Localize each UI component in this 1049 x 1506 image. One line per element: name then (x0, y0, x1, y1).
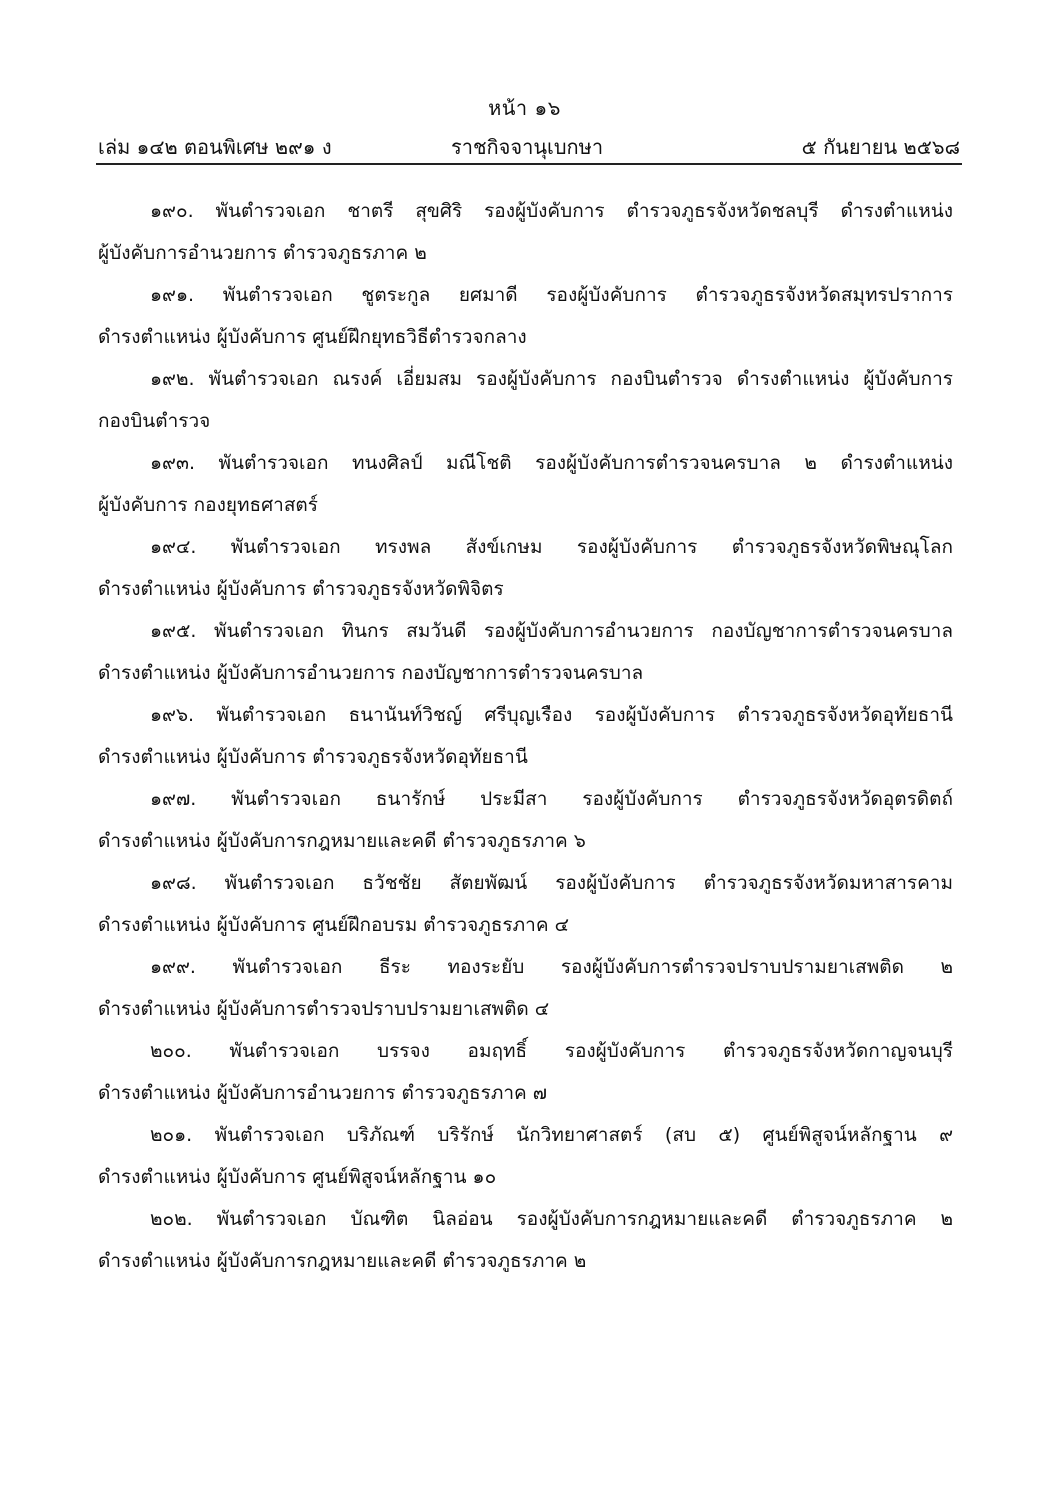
entry-first-line: ๑๙๓. พันตำรวจเอก ทนงศิลป์ มณีโชติ รองผู้บังคับการตำรวจนครบาล ๒ ดำรงตำแหน่ง (150, 452, 953, 474)
volume-issue: เล่ม ๑๔๒ ตอนพิเศษ ๒๙๑ ง (98, 135, 332, 159)
list-item (98, 442, 953, 526)
publication-date: ๕ กันยายน ๒๕๖๘ (801, 135, 960, 159)
entry-first-line: ๑๙๘. พันตำรวจเอก ธวัชชัย สัตยพัฒน์ รองผู้บังคับการ ตำรวจภูธรจังหวัดมหาสารคาม (150, 872, 953, 894)
list-item (98, 946, 953, 1030)
entry-continuation-line: ดำรงตำแหน่ง ผู้บังคับการกฎหมายและคดี ตำรวจภูธรภาค ๖ (98, 830, 586, 852)
entry-first-line: ๑๙๔. พันตำรวจเอก ทรงพล สังข์เกษม รองผู้บังคับการ ตำรวจภูธรจังหวัดพิษณุโลก (150, 536, 953, 558)
entry-first-line: ๒๐๑. พันตำรวจเอก บริภัณฑ์ บริรักษ์ นักวิทยาศาสตร์ (สบ ๕) ศูนย์พิสูจน์หลักฐาน ๙ (150, 1124, 953, 1146)
entry-continuation-line: ดำรงตำแหน่ง ผู้บังคับการอำนวยการ ตำรวจภูธรภาค ๗ (98, 1082, 548, 1104)
entry-first-line: ๑๙๐. พันตำรวจเอก ชาตรี สุขศิริ รองผู้บังคับการ ตำรวจภูธรจังหวัดชลบุรี ดำรงตำแหน่ง (150, 200, 953, 222)
entry-continuation-line: ดำรงตำแหน่ง ผู้บังคับการตำรวจปราบปรามยาเสพติด ๔ (98, 998, 550, 1020)
list-item (98, 1114, 953, 1198)
entry-first-line: ๑๙๒. พันตำรวจเอก ณรงค์ เอี่ยมสม รองผู้บังคับการ กองบินตำรวจ ดำรงตำแหน่ง ผู้บังคับการ (150, 368, 953, 390)
entry-first-line: ๑๙๖. พันตำรวจเอก ธนานันท์วิชญ์ ศรีบุญเรือง รองผู้บังคับการ ตำรวจภูธรจังหวัดอุทัยธานี (150, 704, 953, 726)
list-item (98, 862, 953, 946)
entry-first-line: ๑๙๗. พันตำรวจเอก ธนารักษ์ ประมีสา รองผู้บังคับการ ตำรวจภูธรจังหวัดอุตรดิตถ์ (150, 788, 953, 810)
entry-continuation-line: ดำรงตำแหน่ง ผู้บังคับการ ศูนย์ฝึกยุทธวิธีตำรวจกลาง (98, 326, 527, 348)
list-item (98, 1198, 953, 1282)
list-item (98, 274, 953, 358)
list-item (98, 610, 953, 694)
list-item (98, 694, 953, 778)
entry-continuation-line: ผู้บังคับการ กองยุทธศาสตร์ (98, 494, 318, 516)
entry-continuation-line: ดำรงตำแหน่ง ผู้บังคับการ ศูนย์ฝึกอบรม ตำรวจภูธรภาค ๔ (98, 914, 569, 936)
entry-continuation-line: กองบินตำรวจ (98, 410, 211, 432)
entry-first-line: ๑๙๙. พันตำรวจเอก ธีระ ทองระยับ รองผู้บังคับการตำรวจปราบปรามยาเสพติด ๒ (150, 956, 953, 978)
list-item (98, 1030, 953, 1114)
entry-first-line: ๑๙๑. พันตำรวจเอก ชูตระกูล ยศมาดี รองผู้บังคับการ ตำรวจภูธรจังหวัดสมุทรปราการ (150, 284, 953, 306)
list-item (98, 778, 953, 862)
appointment-list (98, 190, 953, 1282)
entry-first-line: ๑๙๕. พันตำรวจเอก ทินกร สมวันดี รองผู้บังคับการอำนวยการ กองบัญชาการตำรวจนครบาล (150, 620, 953, 642)
entry-continuation-line: ดำรงตำแหน่ง ผู้บังคับการ ตำรวจภูธรจังหวัดอุทัยธานี (98, 746, 528, 768)
page-number: หน้า ๑๖ (488, 96, 561, 120)
entry-continuation-line: ดำรงตำแหน่ง ผู้บังคับการ ศูนย์พิสูจน์หลักฐาน ๑๐ (98, 1166, 497, 1188)
gazette-header (98, 133, 960, 161)
entry-continuation-line: ดำรงตำแหน่ง ผู้บังคับการ ตำรวจภูธรจังหวัดพิจิตร (98, 578, 504, 600)
entry-continuation-line: ดำรงตำแหน่ง ผู้บังคับการกฎหมายและคดี ตำรวจภูธรภาค ๒ (98, 1250, 587, 1272)
list-item (98, 526, 953, 610)
entry-continuation-line: ผู้บังคับการอำนวยการ ตำรวจภูธรภาค ๒ (98, 242, 427, 264)
entry-continuation-line: ดำรงตำแหน่ง ผู้บังคับการอำนวยการ กองบัญชาการตำรวจนครบาล (98, 662, 644, 684)
entry-first-line: ๒๐๒. พันตำรวจเอก บัณฑิต นิลอ่อน รองผู้บังคับการกฎหมายและคดี ตำรวจภูธรภาค ๒ (150, 1208, 953, 1230)
publication-title: ราชกิจจานุเบกษา (451, 135, 604, 159)
entry-first-line: ๒๐๐. พันตำรวจเอก บรรจง อมฤทธิ์ รองผู้บังคับการ ตำรวจภูธรจังหวัดกาญจนบุรี (150, 1040, 953, 1062)
list-item (98, 358, 953, 442)
list-item (98, 190, 953, 274)
header-divider (96, 163, 962, 165)
